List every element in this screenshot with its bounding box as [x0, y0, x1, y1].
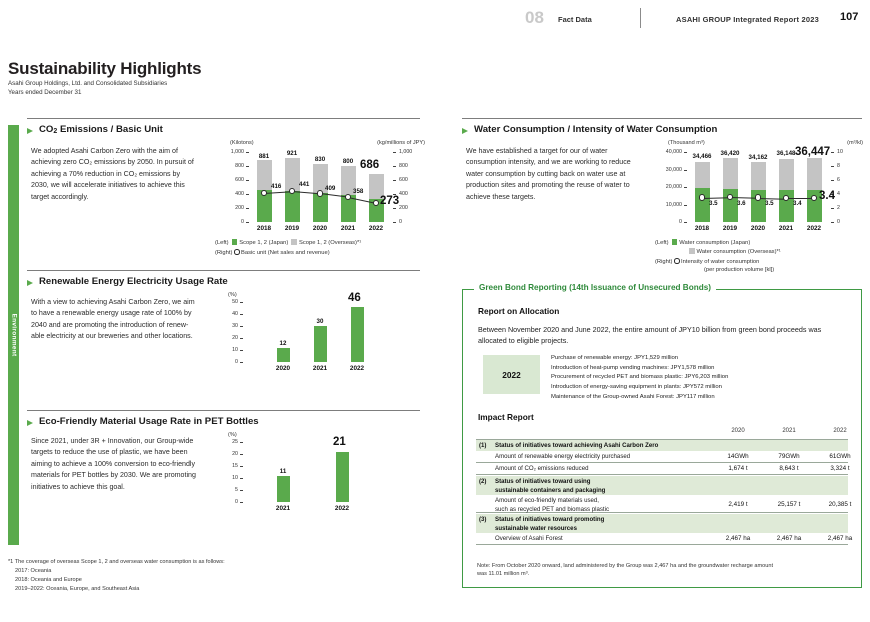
- impact-report-heading: Impact Report: [478, 412, 534, 422]
- section-header-water: [462, 118, 862, 135]
- point-label-water-2019: 3.6: [737, 200, 746, 207]
- table-cell-2021: 79GWh: [778, 453, 800, 461]
- chart-renewable-ytick-1: 40: [232, 311, 238, 317]
- chart-co2-y2tick-3: 400: [399, 191, 408, 197]
- chart-pet-ytick-0: 25: [232, 439, 238, 445]
- legend-label-basic-unit: Basic unit (Net sales and revenue): [241, 250, 330, 256]
- table-row: [476, 495, 852, 514]
- header-divider: [640, 8, 641, 28]
- legend-left-label: (Left): [655, 240, 669, 246]
- xtick-co2-2018: 2018: [256, 225, 272, 232]
- xtick-pet-2022: 2022: [334, 505, 350, 512]
- tickmark: [684, 170, 687, 171]
- legend-swatch-japan-icon: [232, 239, 238, 245]
- tickmark: [831, 152, 834, 153]
- footnote-line-1: *1 The coverage of overseas Scope 1, 2 and overseas water consumption is as follows:: [8, 559, 225, 565]
- table-row-label: Amount of renewable energy electricity purchased: [495, 453, 631, 461]
- paragraph-co2: We adopted Asahi Carbon Zero with the aim of achieving zero CO₂ emissions by 2050. In pursuit of achieving a 70% reduction in CO₂ emissions by 2030, we will accelerate initiatives to achieve this target accordingly.: [31, 147, 194, 201]
- chart-pet-ytick-3: 10: [232, 475, 238, 481]
- table-category-number: (2): [479, 478, 487, 486]
- table-cell-2022: 61GWh: [829, 453, 851, 461]
- tickmark: [240, 454, 243, 455]
- value-label-water-total-2019: 36,420: [720, 150, 740, 157]
- triangle-bullet-icon: [27, 280, 33, 286]
- bar-renewable-2022: [351, 307, 364, 362]
- legend-label-intensity: Intensity of water consumption: [681, 259, 760, 265]
- paragraph-pet: Since 2021, under 3R + Innovation, our Group-wide targets to reduce the use of plastic, we have been aiming to achieve a 100% conversion to eco-friendly materials for PET bottles by 2030. We are promoting initiatives to achieve this goal.: [31, 437, 196, 491]
- triangle-bullet-icon: [27, 128, 33, 134]
- section-title-renewable: Renewable Energy Electricity Usage Rate: [39, 276, 228, 287]
- legend-left-label: (Left): [215, 240, 229, 246]
- footnote-block: [8, 558, 225, 594]
- impact-table-note: Note: From October 2020 onward, land administered by the Group was 2,467 ha and the groundwater recharge amount was 11.01 million m³.: [477, 563, 774, 578]
- legend-water-row1: [655, 239, 750, 246]
- footnote-line-4: 2019–2022: Oceania, Europe, and Southeast Asia: [15, 586, 140, 593]
- chart-renewable-ytick-0: 50: [232, 299, 238, 305]
- chart-water-y2tick-5: 0: [837, 219, 840, 225]
- value-label-co2-total-2018: 881: [258, 152, 270, 160]
- bar-co2-japan-2019: [285, 191, 300, 223]
- legend-label-japan: Water consumption (Japan): [679, 240, 751, 246]
- allocation-item: Purchase of renewable energy: JPY1,529 million: [551, 355, 679, 361]
- table-cell-2021: 2,467 ha: [776, 535, 802, 543]
- chart-co2-ytick-3: 400: [235, 191, 244, 197]
- table-cell-2022: 3,324 t: [830, 465, 850, 473]
- tickmark: [246, 166, 249, 167]
- table-row-label: Amount of CO₂ emissions reduced: [495, 465, 589, 473]
- legend-co2-row1: [215, 239, 361, 246]
- table-row: [476, 533, 853, 545]
- tickmark: [831, 208, 834, 209]
- tickmark: [831, 180, 834, 181]
- xtick-water-2020: 2020: [750, 225, 766, 232]
- legend-water-row4: (per production volume [kl]): [704, 267, 775, 273]
- point-label-co2-2022: 273: [380, 195, 400, 207]
- impact-report-table: [476, 428, 853, 545]
- chart-pet-left-unit: (%): [228, 432, 237, 438]
- point-label-water-2020: 3.5: [765, 200, 774, 207]
- table-cell-2020: 2,467 ha: [725, 535, 751, 543]
- legend-swatch-overseas-icon: [689, 248, 695, 254]
- chart-pet-ytick-5: 0: [235, 499, 238, 505]
- legend-water-row2: [689, 248, 781, 255]
- legend-swatch-japan-icon: [672, 239, 678, 245]
- header-report-title: ASAHI GROUP Integrated Report 2023: [676, 15, 819, 24]
- chart-renewable-ytick-3: 20: [232, 335, 238, 341]
- value-label-water-total-2021: 36,148: [776, 150, 796, 157]
- xtick-water-2021: 2021: [778, 225, 794, 232]
- chart-co2-ytick-1: 800: [235, 163, 244, 169]
- legend-water-row3: [655, 258, 759, 265]
- allocation-year-box: [483, 355, 540, 394]
- tickmark: [246, 180, 249, 181]
- xtick-co2-2022: 2022: [368, 225, 384, 232]
- chart-water-y2tick-3: 4: [837, 191, 840, 197]
- chart-pet-ytick-2: 15: [232, 463, 238, 469]
- chart-water-right-unit: (m³/kl): [847, 140, 863, 146]
- tickmark: [246, 208, 249, 209]
- value-label-water-total-2020: 34,162: [748, 154, 768, 161]
- tickmark: [393, 180, 396, 181]
- table-category-title: Status of initiatives toward promoting sustainable water resources: [495, 516, 605, 532]
- table-cell-2021: 25,157 t: [777, 500, 801, 508]
- chart-water-y2tick-2: 6: [837, 177, 840, 183]
- xtick-renewable-2021: 2021: [312, 365, 328, 372]
- legend-swatch-overseas-icon: [291, 239, 297, 245]
- section-header-pet: [27, 410, 420, 427]
- chart-co2-ytick-4: 200: [235, 205, 244, 211]
- chart-water-consumption: [648, 140, 863, 272]
- xtick-co2-2019: 2019: [284, 225, 300, 232]
- chart-co2-y2tick-1: 800: [399, 163, 408, 169]
- xtick-pet-2021: 2021: [275, 505, 291, 512]
- tickmark: [240, 362, 243, 363]
- bar-pet-2022: [336, 452, 349, 502]
- section-rule: [27, 118, 420, 119]
- section-title-pet: Eco-Friendly Material Usage Rate in PET Bottles: [39, 416, 259, 427]
- point-label-water-2022: 3.4: [819, 190, 835, 202]
- page-title: Sustainability Highlights: [8, 59, 202, 78]
- bar-co2-overseas-2018: [257, 160, 272, 190]
- tickmark: [240, 326, 243, 327]
- section-header-co2: [27, 118, 420, 135]
- value-label-co2-total-2022: 686: [360, 159, 380, 171]
- legend-label-overseas: Water consumption (Overseas)*¹: [696, 249, 781, 255]
- allocation-item: Introduction of heat-pump vending machines: JPY1,578 million: [551, 364, 715, 371]
- table-col-header-2022: 2022: [833, 428, 847, 434]
- tickmark: [684, 205, 687, 206]
- report-on-allocation-heading: Report on Allocation: [478, 306, 560, 316]
- footnote-line-2: 2017: Oceania: [15, 568, 52, 575]
- chart-renewable-ytick-4: 10: [232, 347, 238, 353]
- bar-water-overseas-2018: [695, 162, 710, 188]
- table-cell-2021: 8,643 t: [779, 465, 799, 473]
- tickmark: [246, 222, 249, 223]
- table-row-label: Overview of Asahi Forest: [495, 535, 563, 543]
- legend-right-label: (Right): [655, 259, 673, 265]
- page-header: [0, 6, 870, 30]
- chart-water-y2tick-0: 10: [837, 149, 843, 155]
- chart-renewable-ytick-5: 0: [235, 359, 238, 365]
- point-label-co2-2019: 441: [299, 181, 310, 188]
- tickmark: [246, 194, 249, 195]
- line-segment-water-1: [702, 197, 730, 199]
- bar-water-overseas-2020: [751, 162, 766, 189]
- table-row: [476, 451, 851, 463]
- page-subtitle-company: Asahi Group Holdings, Ltd. and Consolidated Subsidiaries: [8, 80, 168, 87]
- table-category-row: [476, 440, 848, 451]
- tickmark: [240, 350, 243, 351]
- table-category-title: Status of initiatives toward using sustainable containers and packaging: [495, 478, 606, 494]
- value-label-renewable-2021: 30: [316, 318, 324, 325]
- table-category-number: (1): [479, 442, 487, 450]
- section-title-water: Water Consumption / Intensity of Water Consumption: [474, 124, 718, 135]
- point-label-water-2021: 3.4: [793, 200, 802, 207]
- marker-water-2020: [755, 194, 761, 200]
- tickmark: [831, 166, 834, 167]
- page-subtitle-period: Years ended December 31: [8, 89, 82, 96]
- section-rule: [27, 410, 420, 411]
- chart-water-ytick-0: 40,000: [665, 149, 682, 155]
- allocation-item: Procurement of recycled PET and biomass plastic: JPY6,203 million: [551, 374, 729, 381]
- chart-renewable-energy-rate: [210, 292, 425, 382]
- section-rule: [462, 118, 862, 119]
- point-label-co2-2021: 358: [353, 188, 364, 195]
- section-title-co2: CO2 Emissions / Basic Unit: [39, 124, 163, 135]
- chart-water-ytick-2: 20,000: [665, 184, 682, 190]
- value-label-pet-2021: 11: [279, 468, 287, 475]
- table-category-number: (3): [479, 516, 487, 524]
- bar-water-overseas-2021: [779, 159, 794, 190]
- chart-co2-y2tick-5: 0: [399, 219, 402, 225]
- triangle-bullet-icon: [462, 128, 468, 134]
- table-col-header-2020: 2020: [731, 428, 745, 434]
- legend-label-overseas: Scope 1, 2 (Overseas)*¹: [298, 240, 362, 246]
- xtick-co2-2020: 2020: [312, 225, 328, 232]
- chart-co2-emissions: [210, 140, 425, 265]
- tickmark: [393, 222, 396, 223]
- allocation-item: Introduction of energy-saving equipment in plants: JPY572 million: [551, 383, 722, 390]
- chart-water-y2tick-1: 8: [837, 163, 840, 169]
- bar-water-overseas-2022: [807, 158, 822, 189]
- header-section-name: Fact Data: [558, 15, 592, 24]
- value-label-water-total-2022: 36,447: [795, 146, 831, 158]
- xtick-renewable-2020: 2020: [275, 365, 291, 372]
- legend-marker-icon: [674, 258, 680, 264]
- value-label-co2-total-2019: 921: [286, 149, 298, 157]
- tickmark: [240, 502, 243, 503]
- chart-co2-y2tick-0: 1,000: [399, 149, 413, 155]
- table-cell-2020: 14GWh: [727, 453, 749, 461]
- tickmark: [240, 442, 243, 443]
- tickmark: [240, 478, 243, 479]
- tickmark: [240, 314, 243, 315]
- chart-pet-ytick-1: 20: [232, 451, 238, 457]
- chart-co2-ytick-5: 0: [241, 219, 244, 225]
- table-header-row: [476, 428, 848, 439]
- tickmark: [240, 302, 243, 303]
- chart-pet-ecofriendly-rate: [210, 432, 425, 522]
- tickmark: [831, 222, 834, 223]
- chart-renewable-left-unit: (%): [228, 292, 237, 298]
- legend-right-label: (Right): [215, 250, 233, 256]
- value-label-water-total-2018: 34,466: [692, 153, 712, 160]
- marker-co2-2020: [317, 190, 323, 196]
- table-col-header-2021: 2021: [782, 428, 796, 434]
- triangle-bullet-icon: [27, 420, 33, 426]
- tickmark: [393, 152, 396, 153]
- legend-label-japan: Scope 1, 2 (Japan): [239, 240, 289, 246]
- bar-co2-japan-2020: [313, 193, 328, 222]
- chart-pet-ytick-4: 5: [235, 487, 238, 493]
- tickmark: [240, 490, 243, 491]
- allocation-item: Maintenance of the Group-owned Asahi Forest: JPY117 million: [551, 393, 715, 400]
- chart-co2-ytick-2: 600: [235, 177, 244, 183]
- green-bond-title: Green Bond Reporting (14th Issuance of Unsecured Bonds): [474, 283, 716, 292]
- point-label-co2-2020: 409: [325, 185, 336, 192]
- tickmark: [393, 166, 396, 167]
- sidebar-tab-environment: [8, 125, 19, 545]
- tickmark: [240, 466, 243, 467]
- xtick-renewable-2022: 2022: [349, 365, 365, 372]
- chart-water-left-unit: (Thousand m³): [668, 140, 705, 146]
- bar-water-overseas-2019: [723, 158, 738, 189]
- chart-water-ytick-1: 30,000: [665, 166, 682, 173]
- tickmark: [393, 208, 396, 209]
- table-category-title: Status of initiatives toward achieving Asahi Carbon Zero: [495, 442, 659, 450]
- marker-water-2019: [727, 194, 733, 200]
- bar-co2-overseas-2019: [285, 158, 300, 191]
- allocation-items-list: [551, 354, 728, 402]
- chart-water-y2tick-4: 2: [837, 205, 840, 211]
- value-label-co2-total-2020: 830: [314, 156, 326, 163]
- legend-marker-icon: [234, 249, 240, 255]
- table-cell-2020: 1,674 t: [728, 465, 748, 473]
- bar-pet-2021: [277, 476, 290, 502]
- bar-water-japan-2018: [695, 188, 710, 222]
- bar-renewable-2021: [314, 326, 327, 362]
- tickmark: [684, 187, 687, 188]
- table-cell-2020: 2,419 t: [728, 500, 748, 508]
- paragraph-water: We have established a target for our of water consumption intensity, and we are working to reduce water consumption by cutting back on water use at production sites and promoting the reuse of water to achieve these targets.: [466, 147, 631, 201]
- table-cell-2022: 2,467 ha: [827, 535, 853, 543]
- marker-water-2018: [699, 194, 705, 200]
- point-label-co2-2018: 416: [271, 183, 282, 190]
- bar-renewable-2020: [277, 348, 290, 362]
- table-row-label: Amount of eco-friendly materials used, such as recycled PET and biomass plastic: [495, 497, 610, 514]
- xtick-water-2022: 2022: [806, 225, 822, 232]
- chart-co2-y2tick-2: 600: [399, 177, 408, 183]
- value-label-renewable-2022: 46: [348, 292, 361, 304]
- tickmark: [684, 222, 687, 223]
- header-section-number: 08: [525, 8, 544, 27]
- chart-renewable-ytick-2: 30: [232, 323, 238, 329]
- allocation-year-label: 2022: [502, 369, 521, 380]
- chart-co2-ytick-0: 1,000: [230, 149, 244, 155]
- chart-co2-left-unit: (Kilotons): [230, 140, 254, 146]
- xtick-water-2018: 2018: [694, 225, 710, 232]
- chart-co2-right-unit: (kg/millions of JPY): [377, 140, 425, 146]
- value-label-co2-total-2021: 800: [342, 158, 354, 165]
- paragraph-renewable: With a view to achieving Asahi Carbon Zero, we aim to have a renewable energy usage rate of 100% by 2040 and are promoting the introduction of renew-able electricity at our breweries and other locations.: [31, 298, 195, 341]
- section-rule: [27, 270, 420, 271]
- chart-water-ytick-3: 10,000: [665, 201, 682, 208]
- footnote-line-3: 2018: Oceania and Europe: [15, 577, 82, 584]
- sidebar-tab-label: Environment: [10, 313, 17, 357]
- point-label-water-2018: 3.5: [709, 200, 718, 207]
- value-label-renewable-2020: 12: [279, 340, 287, 347]
- chart-co2-y2tick-4: 200: [399, 205, 408, 211]
- table-row: [476, 463, 848, 475]
- xtick-co2-2021: 2021: [340, 225, 356, 232]
- section-header-renewable: [27, 270, 420, 287]
- value-label-pet-2022: 21: [333, 436, 346, 448]
- tickmark: [240, 338, 243, 339]
- table-cell-2022: 20,385 t: [828, 500, 852, 508]
- legend-co2-row2: [215, 249, 330, 256]
- chart-water-ytick-4: 0: [679, 219, 682, 225]
- table-category-row: [476, 476, 848, 495]
- report-on-allocation-text: Between November 2020 and June 2022, the entire amount of JPY10 billion from green bond proceeds was allocated to eligible projects.: [478, 325, 822, 346]
- table-category-row: [476, 514, 848, 533]
- page-number: 107: [840, 11, 859, 23]
- xtick-water-2019: 2019: [722, 225, 738, 232]
